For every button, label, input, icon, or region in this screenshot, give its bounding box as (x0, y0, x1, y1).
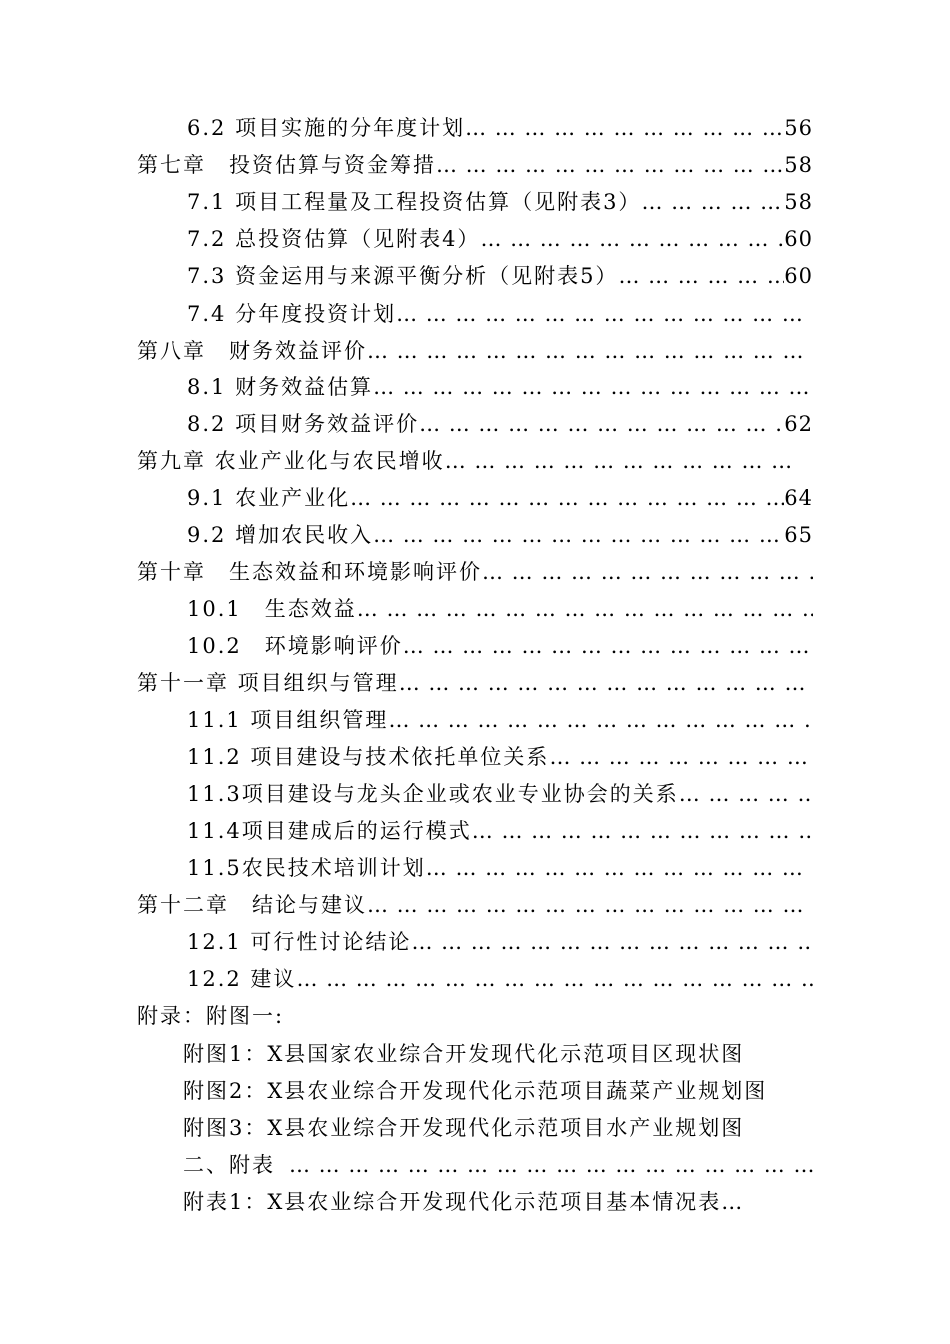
toc-entry: 12.2 建议 … … … … … … … … … … … … … … … … … … … … … … … … … … … … … … … … … … … … … … … … … … … … (187, 961, 813, 997)
dot-leader (618, 258, 784, 294)
toc-chapter: 第七章 投资估算与资金筹措 … … … … … … … … … … … … … … … … … … … … … … … … … … … … … … … … … … … … … … … … … … … … 58 (137, 147, 813, 183)
toc-entry: 11.1 项目组织管理 … … … … … … … … … … … … … … … … … … … … … … … … … … … … … … … … … … … … … … … … … … … … (187, 702, 813, 738)
toc-entry: 11.2 项目建设与技术依托单位关系 … … … … … … … … … … … … … … … … … … … … … … … … … … … … … … … … … … … … … … … … … … … … (187, 739, 813, 775)
toc-entry: 7.3 资金运用与来源平衡分析（见附表5） … … … … … … … … … … … … … … … … … … … … … … … … … … … … … … … … … … … … … … … … … … … … 60 (187, 258, 813, 294)
toc-entry: 11.4项目建成后的运行模式 … … … … … … … … … … … … … … … … … … … … … … … … … … … … … … … … … … … … … … … … … … … … (187, 813, 813, 849)
dot-leader (472, 813, 813, 849)
toc-chapter: 第八章 财务效益评价 … … … … … … … … … … … … … … … … … … … … … … … … … … … … … … … … … … … … … … … … … … … … (137, 333, 813, 369)
appendix-tables-heading: 二、附表 … … … … … … … … … … … … … … … … … … … … … … … … … … … … … … … … … … … … … … … … … … … … (183, 1147, 813, 1183)
appendix-table-item: 附表1：X县农业综合开发现代化示范项目基本情况表… (183, 1190, 745, 1214)
dot-leader (403, 628, 813, 664)
dot-leader (679, 776, 813, 812)
toc-entry: 12.1 可行性讨论结论 … … … … … … … … … … … … … … … … … … … … … … … … … … … … … … … … … … … … … … … … … … … … (187, 924, 813, 960)
dot-leader (373, 369, 813, 405)
dot-leader (426, 850, 813, 886)
dot-leader (465, 110, 784, 146)
appendix-heading: 附录：附图一: (137, 1004, 285, 1028)
dot-leader (399, 665, 813, 701)
dot-leader (388, 702, 813, 738)
dot-leader (436, 147, 784, 183)
toc-chapter: 第十一章 项目组织与管理 … … … … … … … … … … … … … … … … … … … … … … … … … … … … … … … … … … … … … … … … … … … … (137, 665, 813, 701)
appendix-figure-item: 附图1：X县国家农业综合开发现代化示范项目区现状图 (183, 1042, 745, 1066)
dot-leader (373, 517, 784, 553)
dot-leader (641, 184, 784, 220)
toc-entry: 8.1 财务效益估算 … … … … … … … … … … … … … … … … … … … … … … … … … … … … … … … … … … … … … … … … … … … … (187, 369, 813, 405)
appendix-figure-item: 附图2：X县农业综合开发现代化示范项目蔬菜产业规划图 (183, 1079, 768, 1103)
toc-chapter: 第十二章 结论与建议 … … … … … … … … … … … … … … … … … … … … … … … … … … … … … … … … … … … … … … … … … … … … (137, 887, 813, 923)
dot-leader (289, 1147, 813, 1183)
toc-entry: 10.1 生态效益 … … … … … … … … … … … … … … … … … … … … … … … … … … … … … … … … … … … … … … … … … … … … (187, 591, 813, 627)
toc-entry: 8.2 项目财务效益评价 … … … … … … … … … … … … … … … … … … … … … … … … … … … … … … … … … … … … … … … … … … … … 62 (187, 406, 813, 442)
toc-entry: 6.2 项目实施的分年度计划 … … … … … … … … … … … … … … … … … … … … … … … … … … … … … … … … … … … … … … … … … … … … 56 (187, 110, 813, 146)
dot-leader (411, 924, 813, 960)
dot-leader (549, 739, 813, 775)
toc-entry: 7.4 分年度投资计划 … … … … … … … … … … … … … … … … … … … … … … … … … … … … … … … … … … … … … … … … … … … … (187, 296, 813, 332)
dot-leader (482, 554, 813, 590)
toc-entry: 11.3项目建设与龙头企业或农业专业协会的关系 … … … … … … … … … … … … … … … … … … … … … … … … … … … … … … … … … … … … … … … … … … … … (187, 776, 813, 812)
dot-leader (357, 591, 813, 627)
toc-chapter: 第十章 生态效益和环境影响评价 … … … … … … … … … … … … … … … … … … … … … … … … … … … … … … … … … … … … … … … … … … … … (137, 554, 813, 590)
dot-leader (296, 961, 813, 997)
dot-leader (445, 443, 793, 479)
toc-entry: 10.2 环境影响评价 … … … … … … … … … … … … … … … … … … … … … … … … … … … … … … … … … … … … … … … … … … … … (187, 628, 813, 664)
dot-leader (350, 480, 784, 516)
toc-entry: 7.1 项目工程量及工程投资估算（见附表3） … … … … … … … … … … … … … … … … … … … … … … … … … … … … … … … … … … … … … … … … … … … … 58 (187, 184, 813, 220)
toc-entry: 9.1 农业产业化 … … … … … … … … … … … … … … … … … … … … … … … … … … … … … … … … … … … … … … … … … … … … 64 (187, 480, 813, 516)
dot-leader (480, 221, 784, 257)
appendix-figure-item: 附图3：X县农业综合开发现代化示范项目水产业规划图 (183, 1116, 745, 1140)
toc-entry: 11.5农民技术培训计划 … … … … … … … … … … … … … … … … … … … … … … … … … … … … … … … … … … … … … … … … … … … … (187, 850, 813, 886)
dot-leader (396, 296, 813, 332)
dot-leader (419, 406, 784, 442)
dot-leader (367, 333, 813, 369)
toc-entry: 7.2 总投资估算（见附表4） … … … … … … … … … … … … … … … … … … … … … … … … … … … … … … … … … … … … … … … … … … … … 60 (187, 221, 813, 257)
toc-chapter: 第九章 农业产业化与农民增收 … … … … … … … … … … … … … … … … … … … … … … … … … … … … … … … … … … … … … … … … … … … … (137, 443, 793, 479)
dot-leader (367, 887, 813, 923)
toc-entry: 9.2 增加农民收入 … … … … … … … … … … … … … … … … … … … … … … … … … … … … … … … … … … … … … … … … … … … … 65 (187, 517, 813, 553)
